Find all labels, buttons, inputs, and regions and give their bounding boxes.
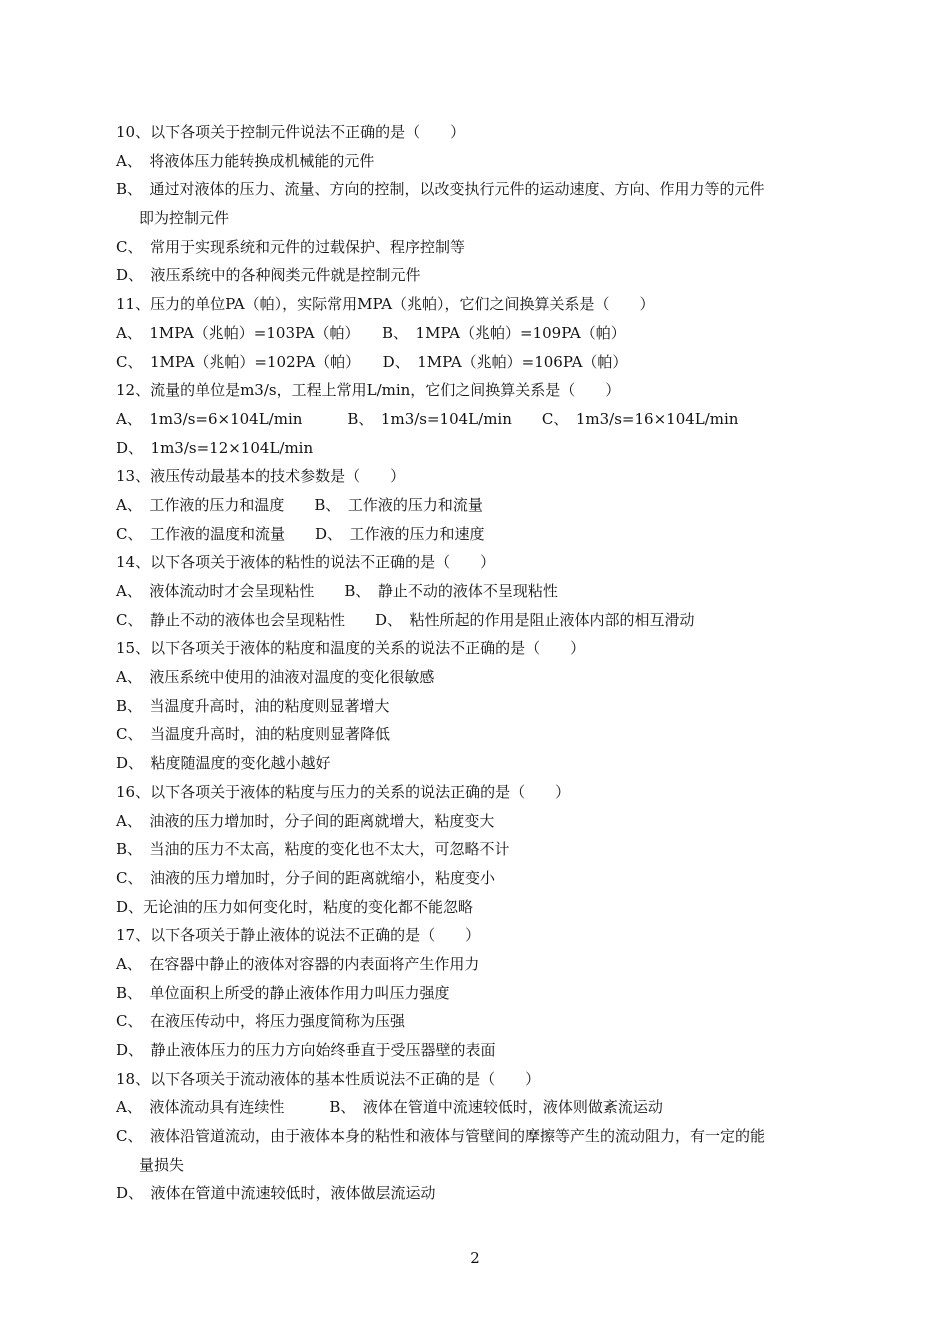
- text-line: A、 在容器中静止的液体对容器的内表面将产生作用力: [116, 954, 480, 973]
- text-line: C、 常用于实现系统和元件的过载保护、程序控制等: [116, 237, 465, 256]
- text-line: C、 液体沿管道流动，由于液体本身的粘性和液体与管壁间的摩擦等产生的流动阻力，有一定的能: [116, 1127, 765, 1146]
- question-list: [116, 118, 836, 1208]
- text-line: B、 通过对液体的压力、流量、方向的控制，以改变执行元件的运动速度、方向、作用力等的元件: [116, 180, 765, 199]
- text-line-continuation: 即为控制元件: [139, 209, 230, 228]
- text-line: A、 液体流动具有连续性 B、 液体在管道中流速较低时，液体则做紊流运动: [116, 1098, 663, 1117]
- text-line: C、 当温度升高时，油的粘度则显著降低: [116, 725, 390, 744]
- text-line: A、 将液体压力能转换成机械能的元件: [116, 151, 375, 170]
- text-line: C、 在液压传动中，将压力强度简称为压强: [116, 1012, 405, 1031]
- text-line: C、 静止不动的液体也会呈现粘性 D、 粘性所起的作用是阻止液体内部的相互滑动: [116, 610, 695, 629]
- page-number: 2: [470, 1249, 480, 1267]
- text-line: 14、以下各项关于液体的粘性的说法不正确的是（ ）: [116, 553, 496, 572]
- text-line: A、 工作液的压力和温度 B、 工作液的压力和流量: [116, 495, 483, 514]
- text-line: C、 1MPA（兆帕）=102PA（帕） D、 1MPA（兆帕）=106PA（帕）: [116, 352, 628, 371]
- text-line: D、 粘度随温度的变化越小越好: [116, 754, 331, 773]
- text-line: 12、流量的单位是m3/s，工程上常用L/min，它们之间换算关系是（ ）: [116, 381, 621, 400]
- text-line: B、 当温度升高时，油的粘度则显著增大: [116, 696, 390, 715]
- text-line: A、 液压系统中使用的油液对温度的变化很敏感: [116, 668, 435, 687]
- text-line: 18、以下各项关于流动液体的基本性质说法不正确的是（ ）: [116, 1069, 541, 1088]
- text-line: A、 1m3/s=6×104L/min B、 1m3/s=104L/min C、 1m3/s=16×104L/min: [116, 409, 739, 428]
- text-line: B、 当油的压力不太高，粘度的变化也不太大，可忽略不计: [116, 840, 510, 859]
- text-line: D、 液体在管道中流速较低时，液体做层流运动: [116, 1184, 436, 1203]
- text-line: A、 油液的压力增加时，分子间的距离就增大，粘度变大: [116, 811, 495, 830]
- text-line: D、 液压系统中的各种阀类元件就是控制元件: [116, 266, 421, 285]
- text-line: 10、以下各项关于控制元件说法不正确的是（ ）: [116, 123, 466, 141]
- text-line: D、 1m3/s=12×104L/min: [116, 438, 314, 457]
- text-line: 16、以下各项关于液体的粘度与压力的关系的说法正确的是（ ）: [116, 782, 571, 801]
- text-line: 17、以下各项关于静止液体的说法不正确的是（ ）: [116, 926, 481, 945]
- text-line-continuation: 量损失: [139, 1155, 185, 1174]
- text-line: A、 液体流动时才会呈现粘性 B、 静止不动的液体不呈现粘性: [116, 582, 558, 600]
- text-line: 11、压力的单位PA（帕），实际常用MPA（兆帕），它们之间换算关系是（ ）: [116, 295, 655, 314]
- text-line: 15、以下各项关于液体的粘度和温度的关系的说法不正确的是（ ）: [116, 639, 586, 658]
- text-line: A、 1MPA（兆帕）=103PA（帕） B、 1MPA（兆帕）=109PA（帕）: [116, 323, 626, 342]
- text-line: D、无论油的压力如何变化时，粘度的变化都不能忽略: [116, 897, 474, 916]
- text-line: C、 工作液的温度和流量 D、 工作液的压力和速度: [116, 524, 485, 543]
- text-line: B、 单位面积上所受的静止液体作用力叫压力强度: [116, 983, 450, 1002]
- text-line: C、 油液的压力增加时，分子间的距离就缩小，粘度变小: [116, 868, 495, 887]
- text-line: 13、液压传动最基本的技术参数是（ ）: [116, 467, 406, 486]
- text-line: D、 静止液体压力的压力方向始终垂直于受压器壁的表面: [116, 1041, 496, 1059]
